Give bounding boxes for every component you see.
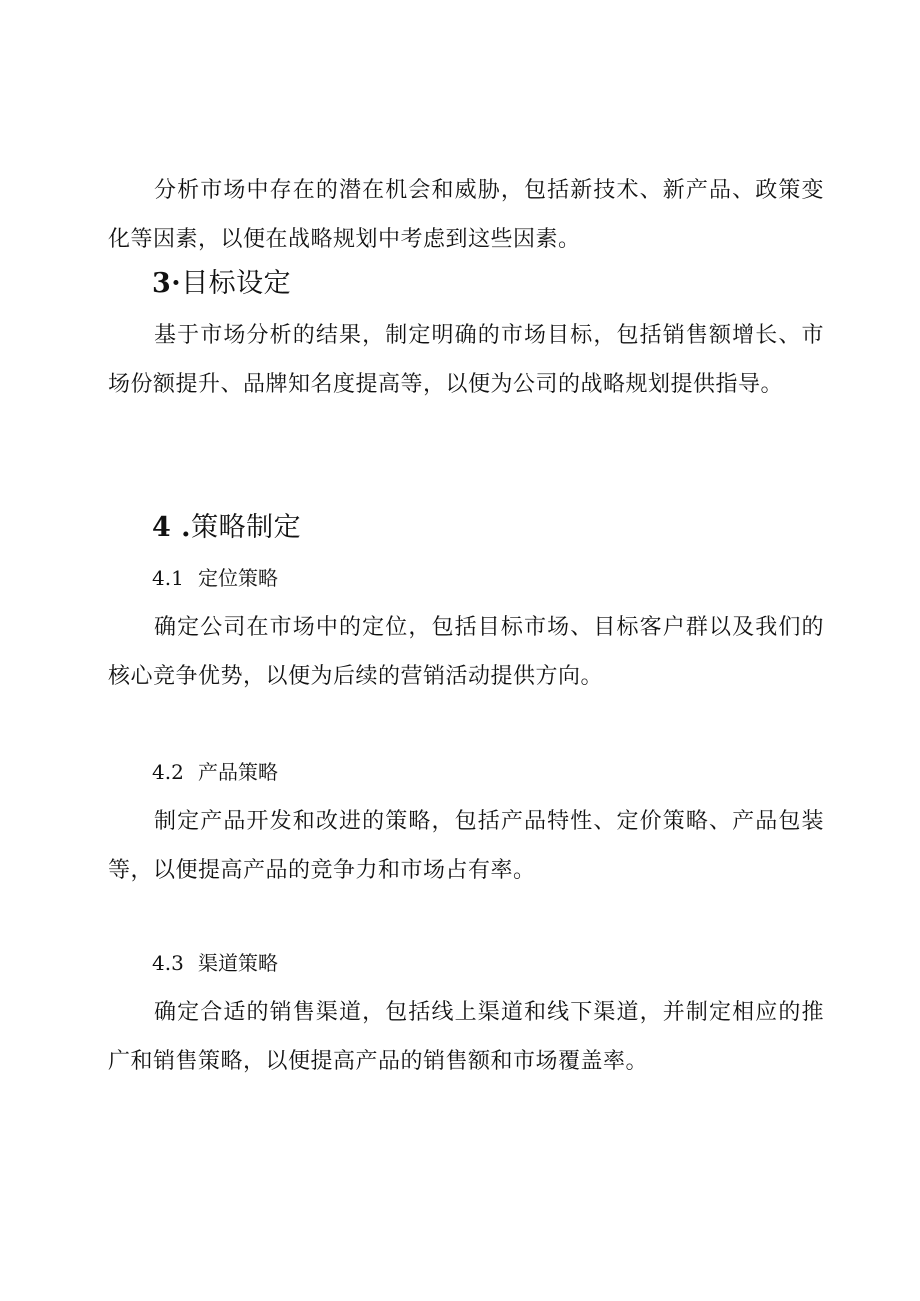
- section-3-paragraph: 基于市场分析的结果，制定明确的市场目标，包括销售额增长、市场份额提升、品牌知名度提高等，以便为公司的战略规划提供指导。: [108, 323, 824, 397]
- section-3-number: 3·: [152, 268, 182, 299]
- subsection-4-2-number: 4.2: [152, 760, 184, 784]
- subsection-4-1-number: 4.1: [152, 566, 184, 590]
- intro-paragraph: 分析市场中存在的潜在机会和威胁，包括新技术、新产品、政策变化等因素，以便在战略规划中考虑到这些因素。: [108, 178, 824, 252]
- subsection-4-2-heading: [152, 757, 278, 787]
- section-4-number: 4 .: [152, 512, 192, 543]
- section-4-title: 策略制定: [191, 512, 302, 543]
- subsection-4-3-number: 4.3: [152, 951, 184, 975]
- subsection-4-2-title: 产品策略: [198, 760, 278, 784]
- subsection-4-2-paragraph: 制定产品开发和改进的策略，包括产品特性、定价策略、产品包装等，以便提高产品的竞争力和市场占有率。: [108, 809, 824, 883]
- section-3-title: 目标设定: [181, 268, 292, 299]
- subsection-4-3-paragraph: 确定合适的销售渠道，包括线上渠道和线下渠道，并制定相应的推广和销售策略，以便提高产品的销售额和市场覆盖率。: [108, 1000, 824, 1074]
- subsection-4-1-paragraph: 确定公司在市场中的定位，包括目标市场、目标客户群以及我们的核心竞争优势，以便为后续的营销活动提供方向。: [108, 615, 824, 689]
- subsection-4-1-heading: [152, 563, 278, 593]
- section-3-heading: [152, 264, 291, 304]
- section-4-heading: [152, 508, 301, 548]
- subsection-4-1-title: 定位策略: [198, 566, 278, 590]
- subsection-4-3-heading: [152, 948, 278, 978]
- subsection-4-3-title: 渠道策略: [198, 951, 278, 975]
